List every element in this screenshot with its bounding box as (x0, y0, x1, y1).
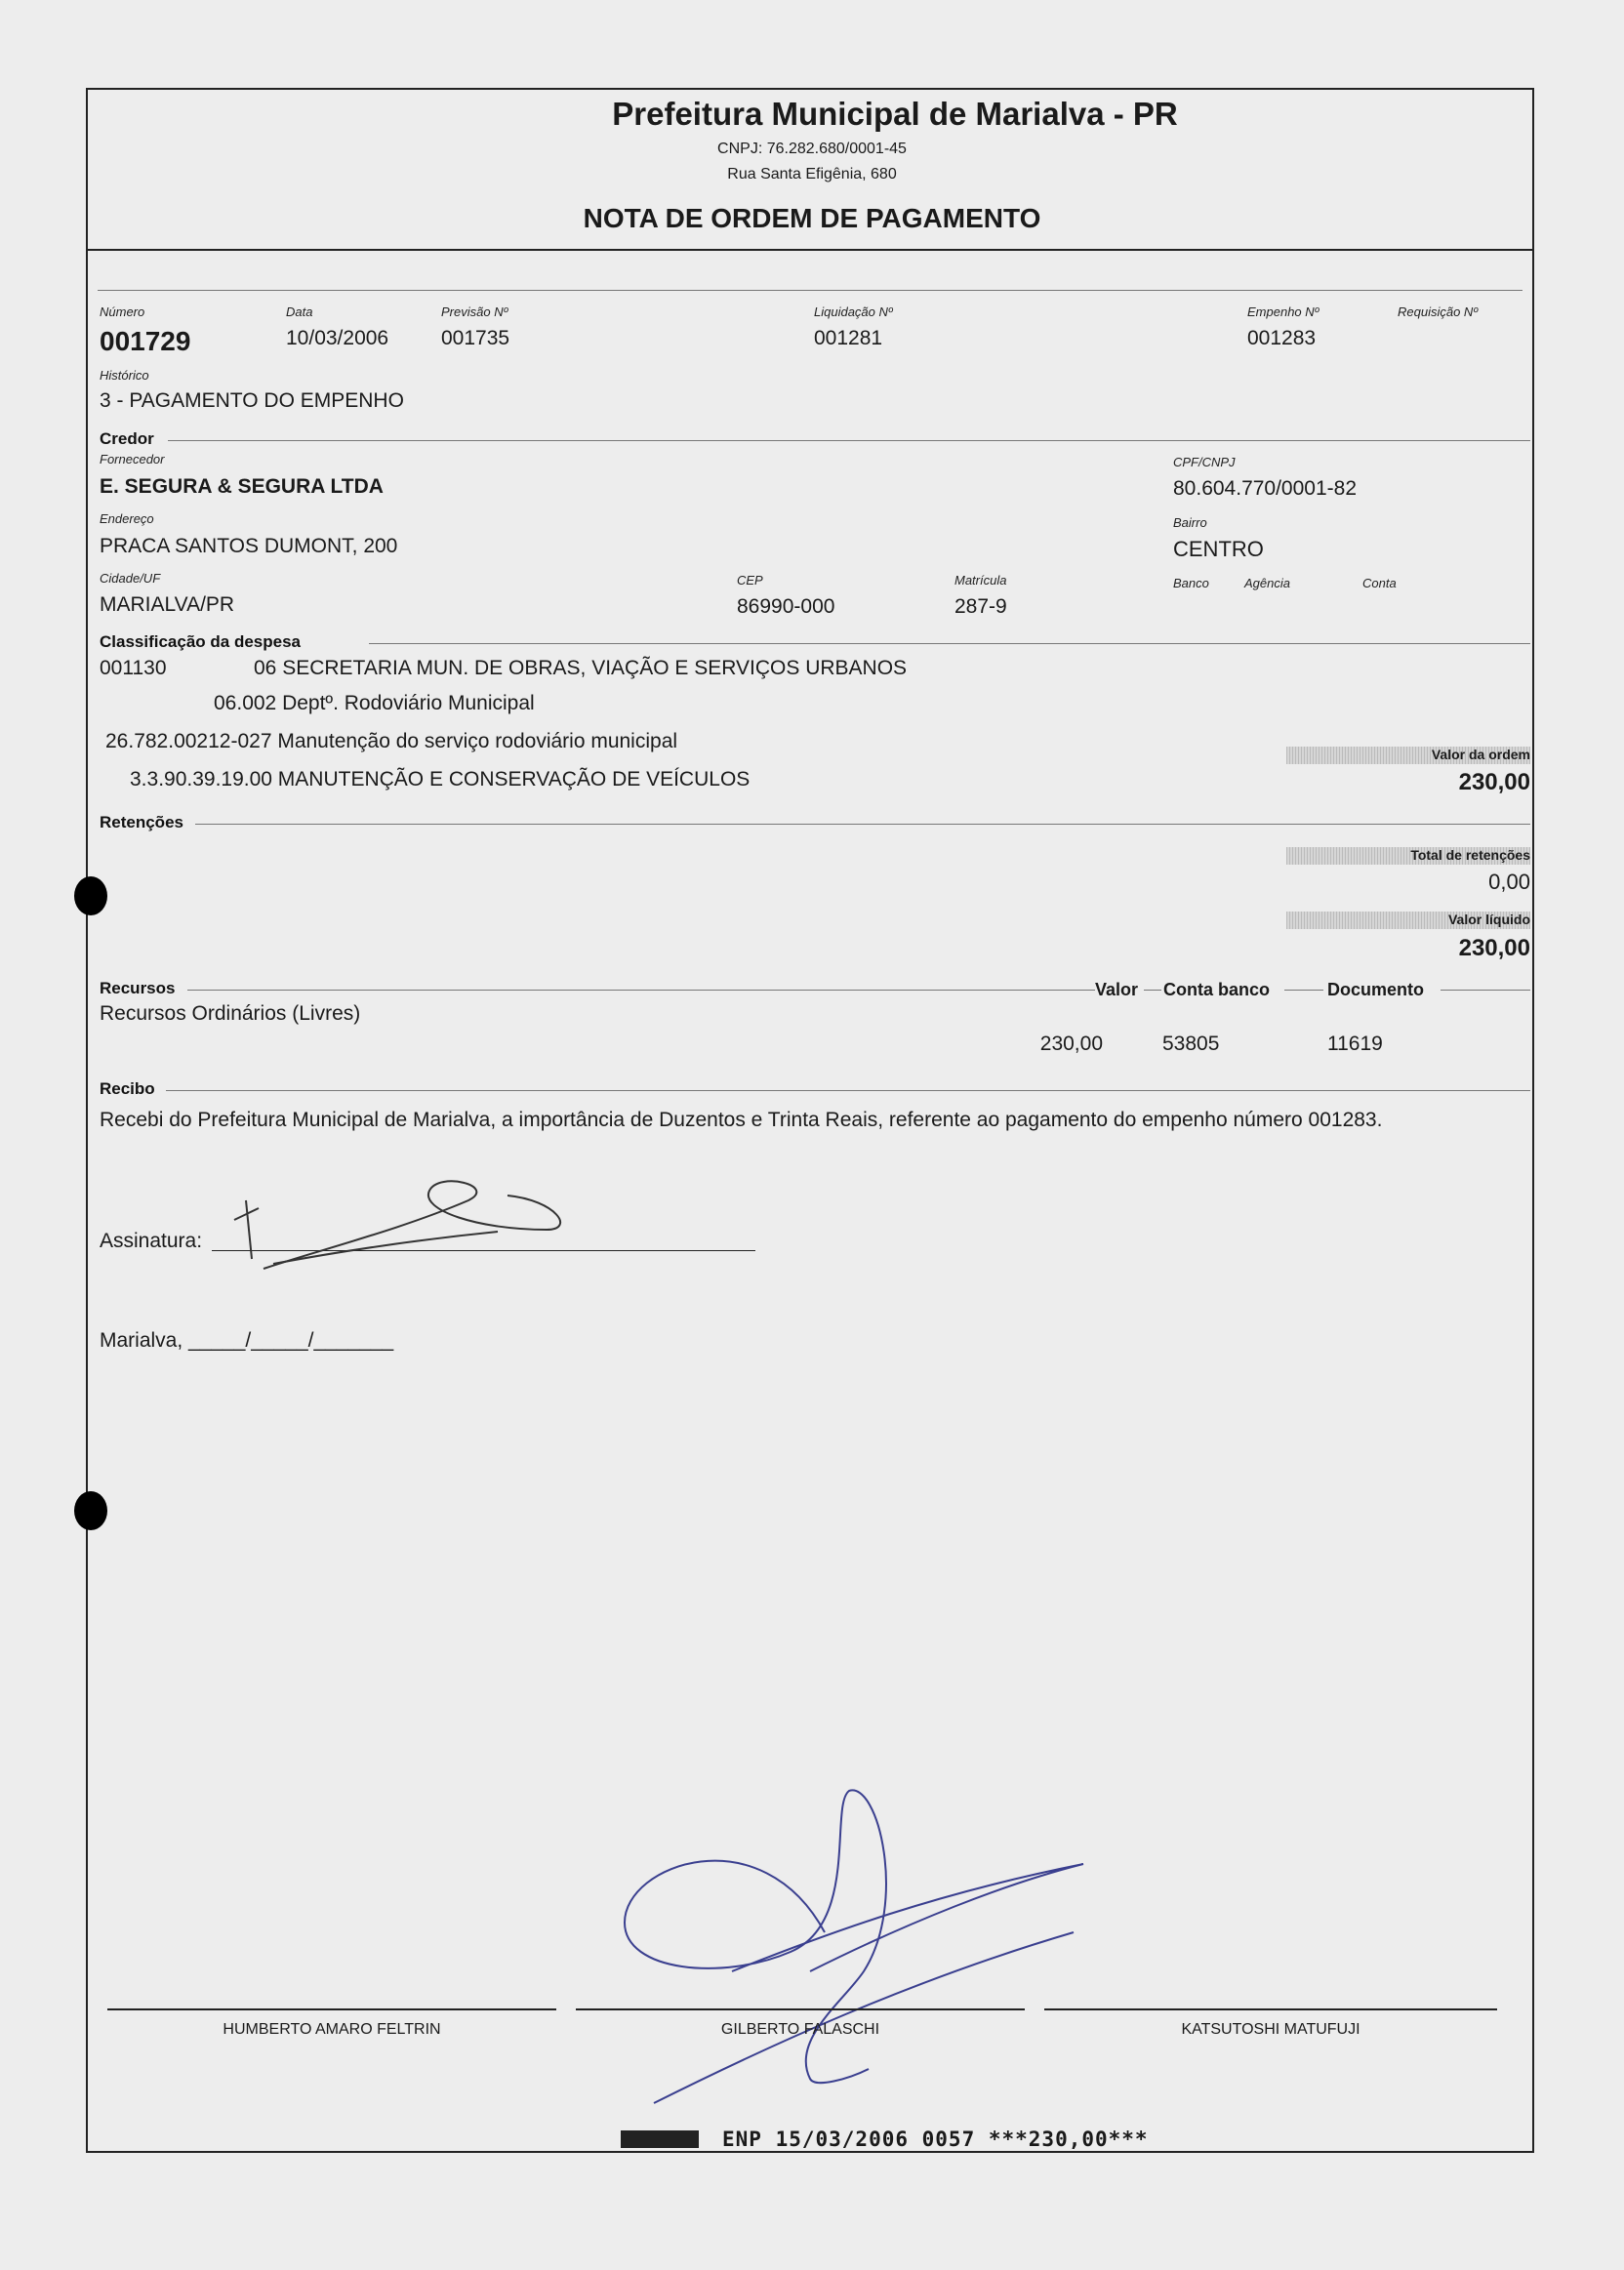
divider (168, 440, 1530, 441)
previsao-label: Previsão Nº (441, 304, 508, 319)
empenho-value: 001283 (1247, 327, 1317, 349)
requisicao-label: Requisição Nº (1398, 304, 1479, 319)
historico-label: Histórico (100, 368, 149, 383)
divider (98, 290, 1522, 291)
valor-liquido-label: Valor líquido (1447, 912, 1530, 927)
divider (166, 1090, 1530, 1091)
punch-hole-bottom (74, 1491, 107, 1530)
recibo-text: Recebi do Prefeitura Municipal de Marialva, a importância de Duzentos e Trinta Reais, referente ao pagamento do empenho número 001283. (100, 1109, 1383, 1131)
valor-ordem-label: Valor da ordem (1431, 747, 1530, 762)
retencoes-section: Retenções (100, 813, 183, 831)
valor-liquido-value: 230,00 (1458, 935, 1530, 961)
signatory-2: GILBERTO FALASCHI (720, 2021, 880, 2038)
signature-line-2 (576, 2008, 1025, 2010)
recursos-conta-label: Conta banco (1163, 980, 1271, 999)
recursos-section: Recursos (100, 979, 176, 997)
cpf-value: 80.604.770/0001-82 (1173, 477, 1358, 500)
local-date: Marialva, _____/_____/_______ (100, 1329, 394, 1352)
valor-ordem-value: 230,00 (1458, 769, 1530, 795)
doc-title: NOTA DE ORDEM DE PAGAMENTO (583, 203, 1041, 233)
cpf-label: CPF/CNPJ (1173, 455, 1236, 469)
classificacao-line3: 26.782.00212-027 Manutenção do serviço rodoviário municipal (105, 730, 678, 752)
recursos-valor: 230,00 (1039, 1033, 1103, 1055)
divider (1441, 990, 1530, 991)
mayor-signature (615, 1786, 1103, 2118)
bairro-label: Bairro (1173, 515, 1207, 530)
cidade-value: MARIALVA/PR (100, 593, 235, 616)
data-label: Data (286, 304, 313, 319)
previsao-value: 001735 (441, 327, 510, 349)
fornecedor-label: Fornecedor (100, 452, 165, 466)
recipient-signature (205, 1161, 576, 1288)
cnpj: CNPJ: 76.282.680/0001-45 (717, 141, 907, 157)
recibo-section: Recibo (100, 1079, 155, 1098)
classificacao-line4: 3.3.90.39.19.00 MANUTENÇÃO E CONSERVAÇÃO DE VEÍCULOS (130, 768, 751, 790)
cidade-label: Cidade/UF (100, 571, 161, 586)
divider (1144, 990, 1161, 991)
signatory-3: KATSUTOSHI MATUFUJI (1181, 2021, 1360, 2038)
data-value: 10/03/2006 (286, 327, 389, 349)
total-retencoes-label: Total de retenções (1410, 847, 1530, 863)
endereco-label: Endereço (100, 511, 154, 526)
banco-label: Banco (1173, 576, 1209, 590)
historico-value: 3 - PAGAMENTO DO EMPENHO (100, 389, 404, 412)
matricula-label: Matrícula (954, 573, 1007, 588)
classificacao-line2: 06.002 Deptº. Rodoviário Municipal (214, 692, 535, 714)
recursos-documento-label: Documento (1327, 980, 1424, 999)
header-separator (86, 249, 1532, 251)
bank-stamp: ENP 15/03/2006 0057 ***230,00*** (722, 2128, 1149, 2151)
recursos-conta: 53805 (1162, 1033, 1220, 1055)
cep-label: CEP (737, 573, 763, 588)
recursos-valor-label: Valor (1095, 980, 1139, 999)
endereco-value: PRACA SANTOS DUMONT, 200 (100, 535, 398, 557)
divider (195, 824, 1530, 825)
address: Rua Santa Efigênia, 680 (727, 166, 897, 182)
classificacao-line1: 06 SECRETARIA MUN. DE OBRAS, VIAÇÃO E SERVIÇOS URBANOS (254, 657, 908, 679)
signature-line-3 (1044, 2008, 1497, 2010)
fornecedor-value: E. SEGURA & SEGURA LTDA (100, 475, 384, 498)
numero-value: 001729 (100, 326, 191, 356)
conta-label: Conta (1362, 576, 1397, 590)
numero-label: Número (100, 304, 145, 319)
liquidacao-label: Liquidação Nº (814, 304, 893, 319)
total-retencoes-value: 0,00 (1488, 870, 1530, 894)
classificacao-code: 001130 (100, 657, 167, 679)
divider (187, 990, 1095, 991)
signature-line-1 (107, 2008, 556, 2010)
empenho-label: Empenho Nº (1247, 304, 1320, 319)
divider (1284, 990, 1323, 991)
bank-logo-icon (621, 2130, 699, 2148)
bairro-value: CENTRO (1173, 537, 1264, 561)
credor-section: Credor (100, 429, 154, 448)
cep-value: 86990-000 (737, 595, 835, 618)
liquidacao-value: 001281 (814, 327, 883, 349)
divider (369, 643, 1530, 644)
matricula-value: 287-9 (954, 595, 1007, 618)
signatory-1: HUMBERTO AMARO FELTRIN (223, 2021, 441, 2038)
recursos-documento: 11619 (1327, 1033, 1383, 1055)
assinatura-label: Assinatura: (100, 1230, 203, 1252)
recursos-desc: Recursos Ordinários (Livres) (100, 1002, 361, 1025)
page-title: Prefeitura Municipal de Marialva - PR (612, 96, 1178, 132)
punch-hole-top (74, 876, 107, 915)
agencia-label: Agência (1244, 576, 1290, 590)
classificacao-section: Classificação da despesa (100, 632, 302, 651)
